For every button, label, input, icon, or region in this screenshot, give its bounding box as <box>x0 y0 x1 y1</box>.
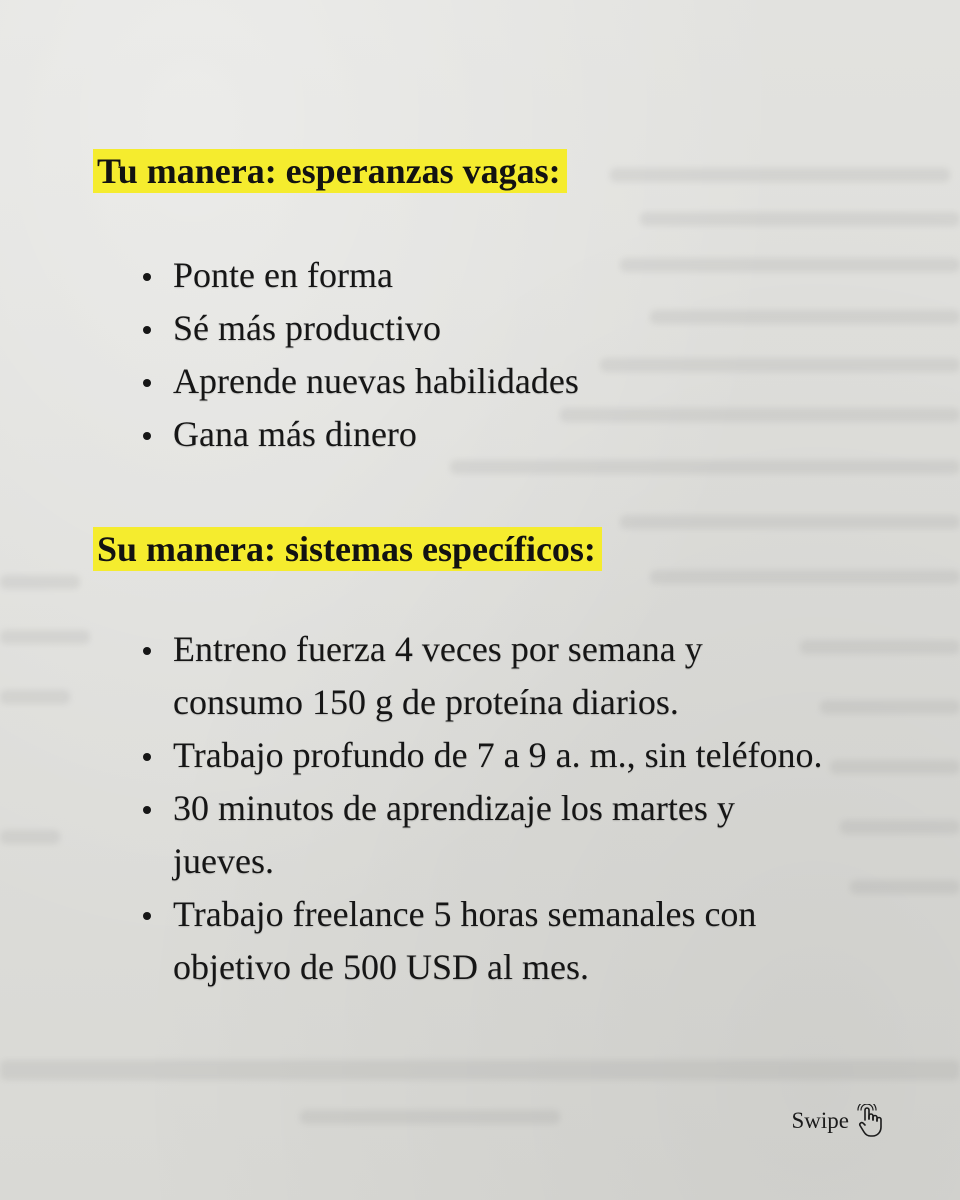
swipe-hint[interactable] <box>792 1104 886 1138</box>
list-item <box>140 729 840 782</box>
list-item <box>140 302 840 355</box>
bullet-icon <box>143 912 151 920</box>
list-item <box>140 355 840 408</box>
list-item <box>140 623 840 729</box>
bullet-icon <box>143 806 151 814</box>
bullet-icon <box>143 647 151 655</box>
list-item <box>140 782 840 888</box>
pointing-hand-swipe-icon <box>855 1104 885 1138</box>
list-item-text: Aprende nuevas habilidades <box>173 361 579 401</box>
list-item-text: 30 minutos de aprendizaje los martes y jueves. <box>173 788 735 881</box>
section-heading-vague-hopes: Tu manera: esperanzas vagas: <box>93 149 567 193</box>
section-heading-specific-systems: Su manera: sistemas específicos: <box>93 527 602 571</box>
bullet-icon <box>143 273 151 281</box>
vague-hopes-list <box>140 249 840 461</box>
list-item <box>140 888 840 994</box>
bullet-icon <box>143 753 151 761</box>
list-item-text: Entreno fuerza 4 veces por semana y consumo 150 g de proteína diarios. <box>173 629 703 722</box>
list-item-text: Gana más dinero <box>173 414 417 454</box>
list-item-text: Sé más productivo <box>173 308 441 348</box>
bullet-icon <box>143 326 151 334</box>
bullet-icon <box>143 432 151 440</box>
list-item-text: Ponte en forma <box>173 255 393 295</box>
list-item-text: Trabajo freelance 5 horas semanales con objetivo de 500 USD al mes. <box>173 894 757 987</box>
specific-systems-list <box>140 623 840 994</box>
swipe-label: Swipe <box>791 1108 849 1133</box>
list-item <box>140 249 840 302</box>
bullet-icon <box>143 379 151 387</box>
list-item-text: Trabajo profundo de 7 a 9 a. m., sin teléfono. <box>173 735 823 775</box>
list-item <box>140 408 840 461</box>
